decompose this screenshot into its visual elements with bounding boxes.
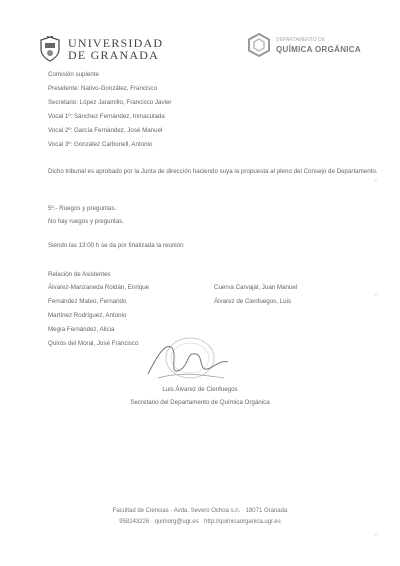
committee-member: Presidente: Nativo-González, Francisco [48,85,158,92]
section-text: No hay ruegos y preguntas. [48,218,125,225]
attendees-title: Relación de Asistentes [48,271,111,278]
attendee-name: Cuerva Carvajal, Juan Manuel [214,284,298,291]
committee-member: Vocal 3º: González Carbonell, Antonio [48,141,153,148]
university-name-line2: DE GRANADA [68,48,159,62]
signer-name: Luis Álvarez de Cienfuegos [162,386,238,393]
signer-role: Secretario del Departamento de Química Orgánica [130,399,270,406]
committee-title: Comisión suplente [48,71,99,78]
attendee-name: Fernández Mateo, Fernando [48,298,127,305]
committee-member: Vocal 1º: Sánchez Fernández, Inmaculada [48,113,165,120]
hexagon-logo-icon [246,32,272,58]
attendee-name: Álvarez-Manzaneda Roldán, Enrique [48,284,150,291]
committee-member: Vocal 2º: García Fernández, José Manuel [48,127,163,134]
attendee-name: Megía Fernández, Alicia [48,326,115,333]
signature-stamp [128,334,248,390]
margin-mark: ⌐ [374,178,378,184]
attendee-name: Quirós del Moral, José Francisco [48,340,139,347]
department-label-small: DEPARTAMENTO DE [276,37,326,43]
attendee-name: Álvarez de Cienfuegos, Luis [214,298,292,305]
attendee-name: Martínez Rodríguez, Antonio [48,312,127,319]
committee-member: Secretario: López Jaramillo, Francisco Javier [48,99,172,106]
university-name-line1: UNIVERSIDAD [68,36,164,50]
margin-mark: ⌐ [374,532,378,538]
university-crest-icon [38,36,62,62]
closing-statement: Siendo las 13:00 h se da por finalizada la reunión [48,242,184,249]
department-name: QUÍMICA ORGÁNICA [276,45,361,54]
margin-mark: ⌐ [374,292,378,298]
footer-address: Facultad de Ciencias · Avda. Severo Ochoa s.n. · 18071 Granada [112,508,288,514]
university-logo [38,36,163,62]
approval-paragraph: Dicho tribunal es aprobado por la Junta de dirección haciendo suya la propuesta al pleno del Consejo de Departamento. [48,168,378,175]
department-logo [246,32,361,58]
section-title: 5º.- Ruegos y preguntas. [48,205,117,212]
footer-contact: 958243226 · quimorg@ugr.es · http://quimicaorganica.ugr.es [119,519,281,525]
